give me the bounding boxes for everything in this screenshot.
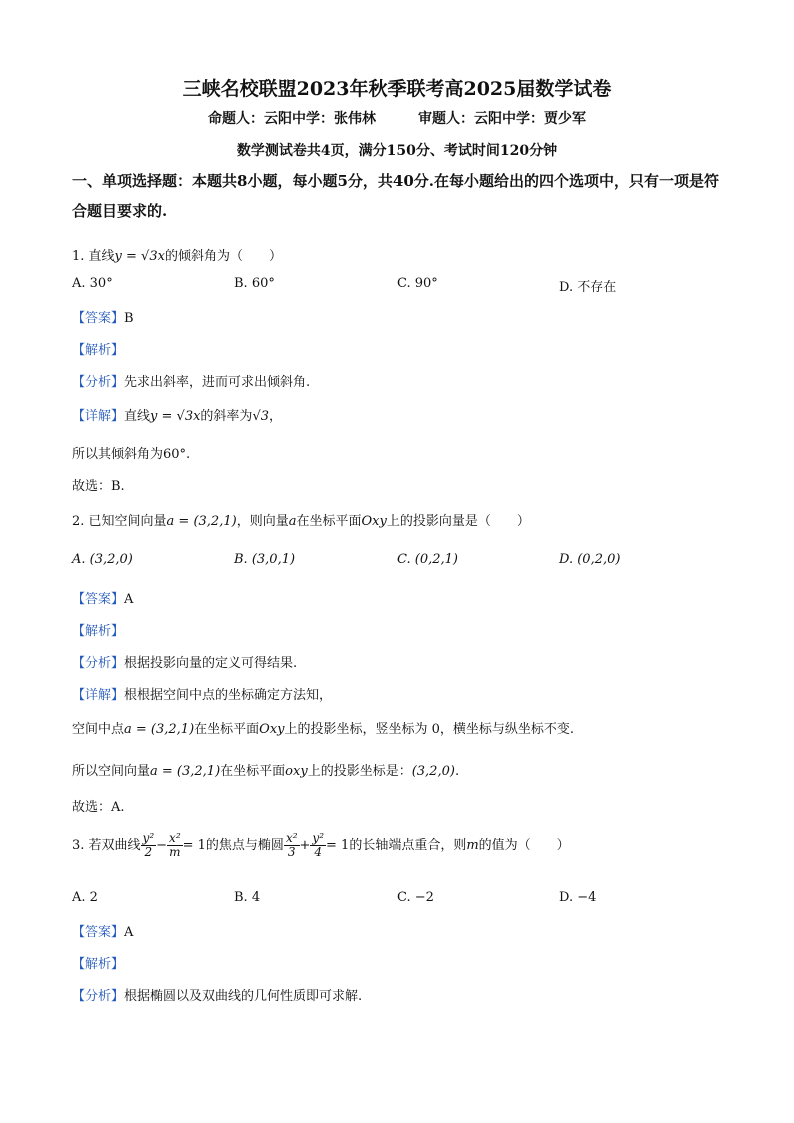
q2-fenxi <box>72 652 297 671</box>
analysis-tag: 【解析】 <box>72 343 125 358</box>
q2-analysis <box>72 620 124 639</box>
q2-option-a: A. (3,2,0) <box>72 552 133 567</box>
q1-analysis <box>72 339 124 358</box>
q1-suffix: 的倾斜角为（ ） <box>164 249 282 264</box>
answer-tag: 【答案】 <box>72 925 125 940</box>
q3-mid2: 的长轴端点重合，则 <box>349 838 467 853</box>
question-2 <box>72 510 530 529</box>
q3-frac-4 <box>310 832 326 859</box>
q3-frac-2 <box>167 832 183 859</box>
fenxi-tag: 【分析】 <box>72 989 125 1004</box>
line-math: a = (3,2,1) <box>124 722 195 737</box>
answer-tag: 【答案】 <box>72 311 125 326</box>
q3-option-b: B. 4 <box>234 890 261 905</box>
answer-value: A <box>124 592 134 607</box>
detail-text: 根根据空间中点的坐标确定方法知， <box>124 688 333 703</box>
q2-prefix: 2. 已知空间向量 <box>72 514 167 529</box>
q3-suffix: 的值为（ ） <box>478 838 570 853</box>
fenxi-text: 根据投影向量的定义可得结果. <box>124 656 298 671</box>
detail-math-2: √3 <box>252 409 269 424</box>
q2-math-oxy: Oxy <box>361 514 387 529</box>
q2-answer <box>72 588 133 607</box>
q3-frac-1 <box>141 832 157 859</box>
line-math-2: (3,2,0) <box>411 764 455 779</box>
q1-option-a: A. 30° <box>72 276 113 291</box>
q3-prefix: 3. 若双曲线 <box>72 838 141 853</box>
exam-title: 三峡名校联盟2023年秋季联考高2025届数学试卷 <box>182 78 612 100</box>
frac-num: y² <box>312 831 325 845</box>
answer-value: A <box>124 925 134 940</box>
line-math-oxy: oxy <box>285 764 308 779</box>
frac-den: 2 <box>144 845 153 859</box>
q1-choose: 故选：B. <box>72 479 125 494</box>
q3-mid: 的焦点与椭圆 <box>205 838 284 853</box>
q2-line3 <box>72 760 459 779</box>
q1-fenxi <box>72 371 310 390</box>
line-text: 所以空间向量 <box>72 764 151 779</box>
fenxi-tag: 【分析】 <box>72 656 125 671</box>
fenxi-tag: 【分析】 <box>72 375 125 390</box>
q2-mid: ，则向量 <box>236 514 289 529</box>
q2-mid2: 在坐标平面 <box>296 514 362 529</box>
frac-num: x² <box>169 831 181 845</box>
q3-option-a: A. 2 <box>72 890 98 905</box>
detail-math: y = √3x <box>150 409 201 424</box>
q1-answer <box>72 307 134 326</box>
detail-text-c: ， <box>269 409 283 424</box>
question-3 <box>72 832 570 859</box>
line-text: 空间中点 <box>72 722 125 737</box>
q2-line2 <box>72 718 574 737</box>
frac-num: y² <box>142 831 155 845</box>
answer-tag: 【答案】 <box>72 592 125 607</box>
q3-minus: − <box>156 838 168 853</box>
section-heading: 一、单项选择题：本题共8小题，每小题5分，共40分.在每小题给出的四个选项中，只有一项是符合题目要求的. <box>72 172 719 220</box>
question-1 <box>72 245 282 264</box>
line-text-c: 上的投影坐标是： <box>307 764 412 779</box>
exam-info: 数学测试卷共4页，满分150分、考试时间120分钟 <box>236 143 558 159</box>
detail-text: 直线 <box>124 409 151 424</box>
line-text-b: 在坐标平面 <box>220 764 286 779</box>
q3-fenxi <box>72 985 362 1004</box>
fenxi-text: 先求出斜率，进而可求出倾斜角. <box>124 375 311 390</box>
q1-option-d: D. 不存在 <box>559 280 617 295</box>
line-math-oxy: Oxy <box>259 722 285 737</box>
q3-eq2: = 1 <box>326 838 350 853</box>
q2-option-d: D. (0,2,0) <box>559 552 621 567</box>
analysis-tag: 【解析】 <box>72 624 125 639</box>
frac-den: 4 <box>314 845 323 859</box>
answer-value: B <box>124 311 134 326</box>
q1-option-b: B. 60° <box>234 276 275 291</box>
detail-tag: 【详解】 <box>72 409 125 424</box>
q3-option-c: C. −2 <box>397 890 434 905</box>
q3-frac-3 <box>284 832 300 859</box>
frac-den: 3 <box>287 845 296 859</box>
frac-den: m <box>169 845 181 859</box>
q2-option-c: C. (0,2,1) <box>397 552 458 567</box>
q2-option-b: B. (3,0,1) <box>234 552 296 567</box>
q2-suffix: 上的投影向量是（ ） <box>386 514 530 529</box>
line-text-b: 在坐标平面 <box>194 722 260 737</box>
q1-line2: 所以其倾斜角为60°. <box>72 447 191 462</box>
line-text-c: 上的投影坐标，竖坐标为 0，横坐标与纵坐标不变. <box>284 722 575 737</box>
q3-plus: + <box>299 838 311 853</box>
detail-text-b: 的斜率为 <box>200 409 253 424</box>
analysis-tag: 【解析】 <box>72 957 125 972</box>
q1-option-c: C. 90° <box>397 276 438 291</box>
q3-answer <box>72 921 133 940</box>
line-math: a = (3,2,1) <box>150 764 221 779</box>
q2-math: a = (3,2,1) <box>166 514 237 529</box>
q2-detail <box>72 684 332 703</box>
q3-math-m: m <box>466 838 479 853</box>
q1-detail <box>72 405 282 424</box>
q3-option-d: D. −4 <box>559 890 597 905</box>
q1-math: y = √3x <box>114 249 165 264</box>
q3-eq1: = 1 <box>182 838 206 853</box>
q3-analysis <box>72 953 124 972</box>
exam-authors: 命题人：云阳中学：张伟林 审题人：云阳中学：贾少军 <box>208 111 586 127</box>
frac-num: x² <box>285 831 298 845</box>
detail-tag: 【详解】 <box>72 688 125 703</box>
line-text-d: . <box>454 764 460 779</box>
q2-math-a: a <box>288 514 297 529</box>
q2-choose: 故选：A. <box>72 800 125 815</box>
q1-prefix: 1. 直线 <box>72 249 115 264</box>
fenxi-text: 根据椭圆以及双曲线的几何性质即可求解. <box>124 989 363 1004</box>
